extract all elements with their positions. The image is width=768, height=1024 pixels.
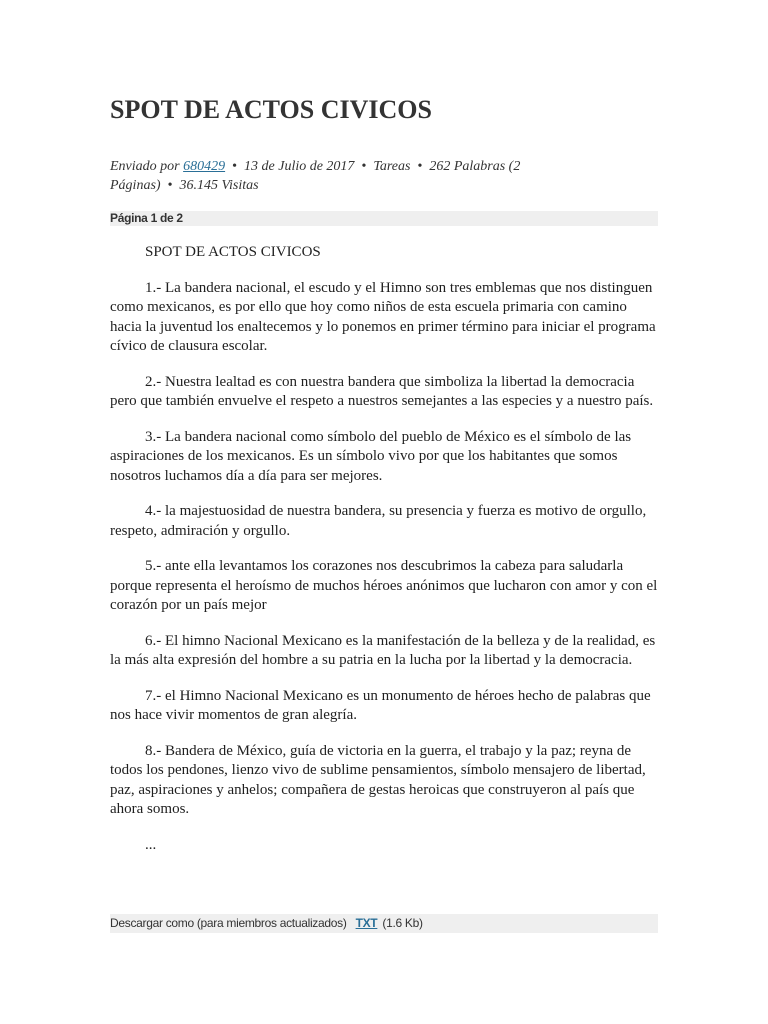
meta-separator: • <box>361 159 367 174</box>
download-bar <box>110 914 658 933</box>
document-meta <box>110 157 580 195</box>
meta-separator: • <box>167 178 173 193</box>
author-link[interactable]: 680429 <box>183 159 226 174</box>
download-txt-link[interactable]: TXT <box>355 916 378 930</box>
page-title: SPOT DE ACTOS CIVICOS <box>110 95 432 124</box>
word-count: 262 Palabras (2 Páginas) <box>110 159 521 193</box>
body-paragraph: 1.- La bandera nacional, el escudo y el Himno son tres emblemas que nos distinguen como mexicanos, es por ello que hoy como niños de esta escuela primaria con camino hacia la juventud los enaltecemos y lo ponemos en primer término para iniciar el programa cívico de clausura escolar. <box>110 279 656 354</box>
body-paragraph: 5.- ante ella levantamos los corazones nos descubrimos la cabeza para saludarla porque representa el heroísmo de muchos héroes anónimos que lucharon con amor y con el corazón por un país mejor <box>110 558 658 613</box>
body-ellipsis: ... <box>145 836 157 853</box>
meta-separator: • <box>232 159 238 174</box>
download-label: Descargar como (para miembros actualizados) <box>110 916 347 930</box>
meta-separator: • <box>417 159 423 174</box>
body-paragraph: 6.- El himno Nacional Mexicano es la manifestación de la belleza y de la realidad, es la más alta expresión del hombre a su patria en la lucha por la libertad y la democracia. <box>110 632 656 668</box>
category-label: Tareas <box>373 159 411 174</box>
body-paragraph: 2.- Nuestra lealtad es con nuestra bandera que simboliza la libertad la democracia pero que también envuelve el respeto a nuestros semejantes a las especies y a nuestro país. <box>110 373 654 409</box>
download-size: (1.6 Kb) <box>382 916 423 930</box>
page-indicator-bar <box>110 211 658 226</box>
visit-count: 36.145 Visitas <box>179 178 259 193</box>
body-paragraph: 7.- el Himno Nacional Mexicano es un monumento de héroes hecho de palabras que nos hace vivir momentos de gran alegría. <box>110 687 651 723</box>
body-paragraph: 8.- Bandera de México, guía de victoria en la guerra, el trabajo y la paz; reyna de todos los pendones, lienzo vivo de sublime pensamientos, símbolo mensajero de libertad, paz, aspiraciones y anhelos; compañera de gestas heroicas que construyeron al país que ahora somos. <box>110 742 646 817</box>
body-heading: SPOT DE ACTOS CIVICOS <box>145 244 321 260</box>
body-paragraph: 3.- La bandera nacional como símbolo del pueblo de México es el símbolo de las aspiraciones de los mexicanos. Es un símbolo vivo por que los habitantes que somos nosotros luchamos día a día para ser mejores. <box>110 428 632 484</box>
publish-date: 13 de Julio de 2017 <box>244 159 355 174</box>
body-paragraph: 4.- la majestuosidad de nuestra bandera, su presencia y fuerza es motivo de orgullo, respeto, admiración y orgullo. <box>110 503 647 539</box>
document-body <box>110 243 658 871</box>
page-indicator: Página 1 de 2 <box>110 211 183 225</box>
sent-by-label: Enviado por <box>110 159 180 174</box>
